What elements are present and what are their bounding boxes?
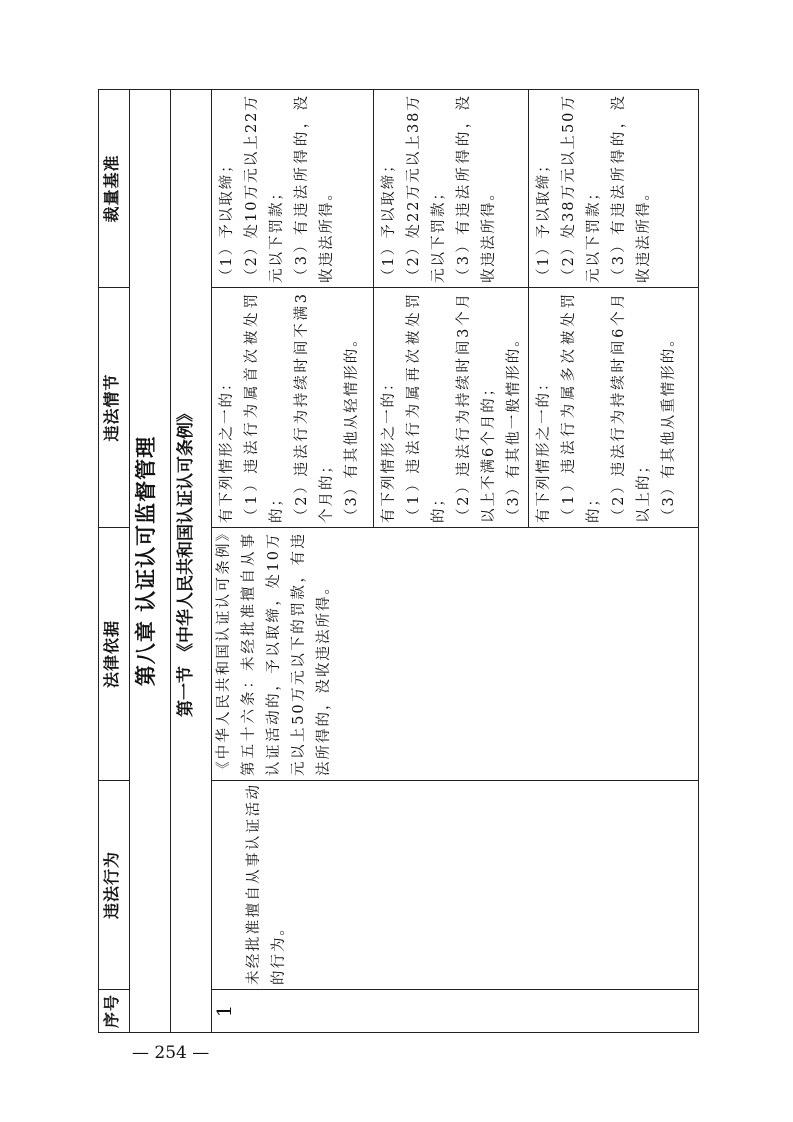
header-standard: 裁量基准 xyxy=(99,90,130,288)
circumstance-line: （3）有其他一般情形的。 xyxy=(506,330,522,523)
section-row xyxy=(171,90,212,1033)
standard-line: （1）予以取缔； xyxy=(536,156,552,283)
regulation-table xyxy=(98,89,699,1033)
circumstance-cell xyxy=(212,288,374,528)
header-act: 违法行为 xyxy=(99,781,130,990)
header-row xyxy=(99,90,130,1033)
circumstance-line: 有下列情形之一的： xyxy=(219,374,235,523)
circumstance-cell xyxy=(374,288,529,528)
violation-act-text: 未经批准擅自从事认证活动的行为。 xyxy=(246,783,287,985)
standard-line: （3）有违法所得的，没收违法所得。 xyxy=(456,94,497,283)
standard-line: （3）有违法所得的，没收违法所得。 xyxy=(611,94,652,283)
standard-line: （1）予以取缔； xyxy=(381,156,397,283)
circumstance-line: （1）违法行为属首次被处罚的； xyxy=(244,292,285,523)
chapter-title: 第八章 认证认可监督管理 xyxy=(130,90,171,1033)
circumstance-line: （1）违法行为属多次被处罚的； xyxy=(561,292,602,523)
standard-cell xyxy=(529,90,699,288)
standard-cell xyxy=(374,90,529,288)
standard-line: （2）处38万元以上50万元以下罚款； xyxy=(561,94,602,283)
header-seq: 序号 xyxy=(99,990,130,1033)
standard-line: （1）予以取缔； xyxy=(219,156,235,283)
circumstance-line: （3）有其他从轻情形的。 xyxy=(344,330,360,523)
circumstance-line: 有下列情形之一的： xyxy=(536,374,552,523)
legal-basis-cell xyxy=(212,528,699,781)
row-seq-number: 1 xyxy=(212,990,699,1033)
circumstance-cell xyxy=(529,288,699,528)
standard-line: （2）处10万元以上22万元以下罚款； xyxy=(244,94,285,283)
header-law: 法律依据 xyxy=(99,528,130,781)
standard-cell xyxy=(212,90,374,288)
rotated-regulation-table xyxy=(98,90,695,1033)
circumstance-line: （2）违法行为持续时间3个月以上不满6个月的； xyxy=(456,292,497,523)
circumstance-line: （3）有其他从重情形的。 xyxy=(661,330,677,523)
circumstance-line: （2）违法行为持续时间不满3个月的； xyxy=(294,292,335,523)
section-title: 第一节 《中华人民共和国认证认可条例》 xyxy=(171,90,212,1033)
tier-row-1 xyxy=(212,90,374,1033)
header-circumstance: 违法情节 xyxy=(99,288,130,528)
legal-basis-text: 《中华人民共和国认证认可条例》第五十六条：未经批准擅自从事认证活动的，予以取缔，处10万元以上50万元以下的罚款，有违法所得的，没收违法所得。 xyxy=(216,532,332,776)
chapter-row xyxy=(130,90,171,1033)
standard-line: （2）处22万元以上38万元以下罚款； xyxy=(406,94,447,283)
standard-line: （3）有违法所得的，没收违法所得。 xyxy=(294,94,335,283)
violation-act-cell xyxy=(212,781,699,990)
circumstance-line: （2）违法行为持续时间6个月以上的； xyxy=(611,292,652,523)
page-number: — 254 — xyxy=(132,1043,210,1063)
circumstance-line: （1）违法行为属再次被处罚的； xyxy=(406,292,447,523)
circumstance-line: 有下列情形之一的： xyxy=(381,374,397,523)
